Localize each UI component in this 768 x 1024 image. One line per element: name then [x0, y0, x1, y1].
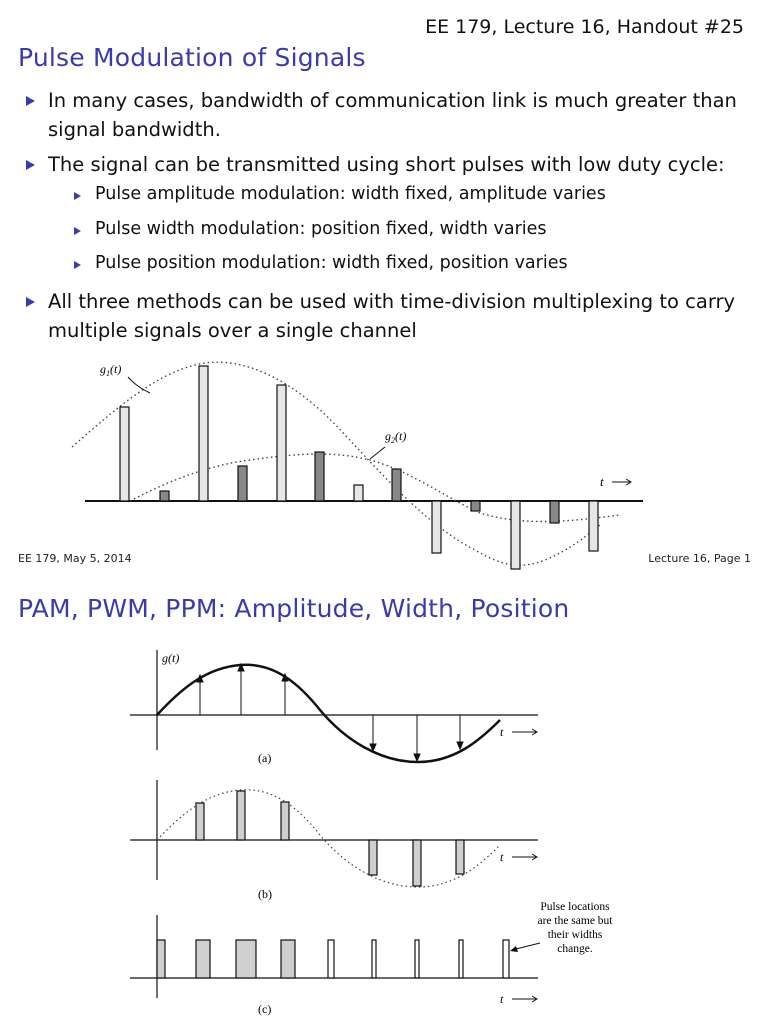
b-flat-top-pulses: [196, 791, 464, 886]
bullet-3-line1: All three methods can be used with time-division multiplexing to carry: [48, 290, 736, 313]
g2-pulse: [238, 466, 247, 501]
b-signal-curve: [157, 790, 500, 887]
g1-pulse: [432, 501, 441, 553]
a-sample-arrows: [197, 664, 463, 761]
a-t-label: t: [500, 725, 504, 739]
slide2-title: PAM, PWM, PPM: Amplitude, Width, Position: [18, 594, 570, 623]
g1-pulse: [511, 501, 520, 569]
svg-text:their widths: their widths: [547, 929, 603, 941]
g2-pulse: [550, 501, 559, 523]
svg-text:change.: change.: [557, 943, 593, 955]
g1-leader-line: [128, 377, 150, 393]
bullet-3-line2: multiple signals over a single channel: [48, 319, 417, 342]
sub-bullet-marker: [74, 227, 81, 235]
sub-bullet-ppm: Pulse position modulation: width fixed, position varies: [95, 253, 568, 273]
svg-text:are the same but: are the same but: [537, 915, 613, 927]
b-t-label: t: [500, 850, 504, 864]
g2-pulse: [471, 501, 480, 511]
g1-pulse: [120, 407, 129, 501]
g1-curve: [72, 362, 600, 565]
bullet-marker: [26, 160, 35, 170]
pulse-note: [537, 901, 613, 955]
note-arrow-head: [510, 946, 518, 952]
slide1-title: Pulse Modulation of Signals: [18, 43, 366, 72]
sub-bullet-pam: Pulse amplitude modulation: width fixed, amplitude varies: [95, 184, 606, 204]
caption-c: (c): [258, 1002, 272, 1016]
footer-date: EE 179, May 5, 2014: [18, 552, 132, 565]
g2-leader-line: [370, 447, 385, 459]
g1-pulse: [589, 501, 598, 551]
t-label: t: [600, 474, 604, 489]
tdm-pam-figure: [0, 355, 768, 580]
g1-pulse: [199, 366, 208, 501]
g1-pulse: [354, 485, 363, 501]
a-signal-curve: [157, 665, 500, 762]
g2-pulse: [315, 452, 324, 501]
bullet-marker: [26, 96, 35, 106]
c-width-pulses: [157, 940, 509, 978]
bullet-1-line1: In many cases, bandwidth of communication link is much greater than: [48, 89, 737, 112]
sub-bullet-marker: [74, 192, 81, 200]
footer-page: Lecture 16, Page 1: [648, 552, 751, 565]
sub-bullet-marker: [74, 261, 81, 269]
g2-pulse: [392, 469, 401, 501]
g1-label: $g_1(t)$: [100, 362, 122, 378]
g2-pulse: [160, 491, 169, 501]
g-label: g(t): [162, 651, 180, 665]
svg-text:Pulse locations: Pulse locations: [540, 901, 610, 913]
pam-pwm-ppm-figure: [0, 640, 768, 1024]
caption-a: (a): [258, 751, 272, 765]
caption-b: (b): [258, 887, 272, 901]
sub-bullet-pwm: Pulse width modulation: position fixed, width varies: [95, 219, 547, 239]
bullet-marker: [26, 297, 35, 307]
c-t-label: t: [500, 992, 504, 1006]
bullet-2-line1: The signal can be transmitted using short pulses with low duty cycle:: [48, 153, 725, 176]
g2-label: $g_2(t)$: [385, 429, 407, 445]
bullet-1-line2: signal bandwidth.: [48, 118, 221, 141]
g1-pulse: [277, 385, 286, 501]
handout-header: EE 179, Lecture 16, Handout #25: [425, 16, 744, 38]
